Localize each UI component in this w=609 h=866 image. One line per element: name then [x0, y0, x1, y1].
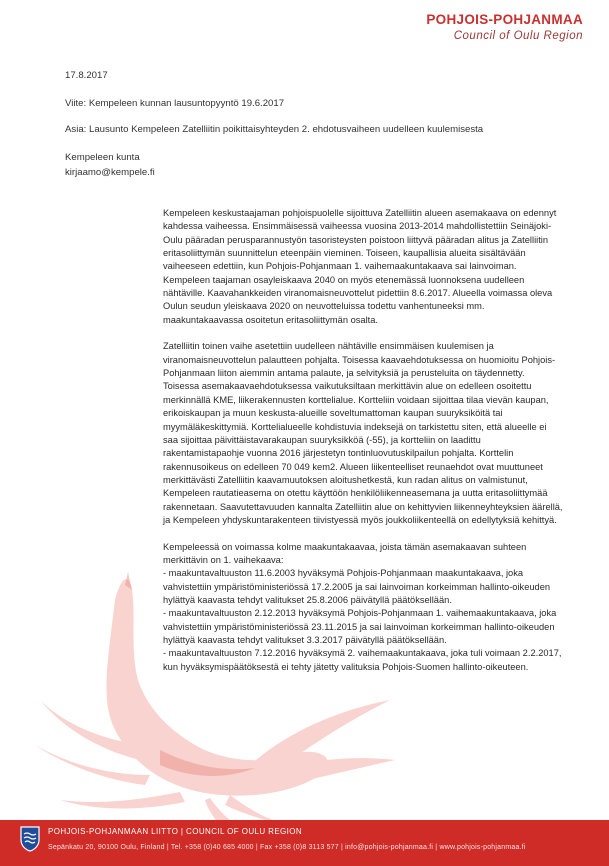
body-paragraph: Zatelliitin toinen vaihe asetettiin uudelleen nähtäville ensimmäisen kuulemisen ja viranomaisneuvottelun palautteen pohjalta. Toisessa kaavaehdotuksessa on huomioitu Pohjois-Pohjanmaan liiton aiemmin antama palaute, ja selvityksiä ja perusteluita on täydennetty. Toisessa asemakaavaehdotuksessa vaikutuksiltaan merkittävin alue on edelleen osoitettu merkinnällä KME, liikerakennusten korttelialue. Kortteliin voidaan sijoittaa tilaa vievän kaupan, erikoiskaupan ja muun keskusta-alueille soveltumattoman kaupan suuryksiköitä tai myymäläkeskittymiä. Korttelialueelle kohdistuvia indeksejä on tarkistettu siten, että alueelle ei saa sijoittaa päivittäistavarakaupan suuryksikköä (-55), ja kortteliin on laadittu rakentamistapaohje vuonna 2016 järjestetyn tontinluovutuskilpailun pohjalta. Korttelin rakennusoikeus on edelleen 70 049 kem2. Alueen liikenteelliset reunaehdot ovat muuttuneet merkittävästi Zatelliitin kaavamuutoksen aloitushetkestä, kun radan alitus on valmistunut, Kempeleen rautatieasema on otettu käyttöön henkilöliikenneasemana ja uutta eritasoliittymää rakennetaan. Saavutettavuuden kannalta Zatelliitin alue on kehittyvien liikenneyhteyksien äärellä, ja Kempeleen yhdyskuntarakenteen tiivistyessä myös joukkoliikenteellä on edellytyksiä kehittyä.	[163, 341, 563, 525]
letter-reference: Viite: Kempeleen kunnan lausuntopyyntö 19.6.2017	[65, 98, 285, 109]
letter-subject: Asia: Lausunto Kempeleen Zatelliitin poikittaisyhteyden 2. ehdotusvaiheen uudelleen kuulemisesta	[65, 124, 484, 135]
body-paragraph: Kempeleessä on voimassa kolme maakuntakaavaa, joista tämän asemakaavan suhteen merkittävin on 1. vaihekaava:	[163, 541, 527, 565]
organization-name: POHJOIS-POHJANMAA	[426, 12, 583, 27]
list-item: - maakuntavaltuuston 2.12.2013 hyväksymä Pohjois-Pohjanmaan 1. vaihemaakuntakaava, joka vahvistettiin ympäristöministeriössä 23.11.2015 ja sai lainvoiman korkeimman hallinto-oikeuden hylättyä kaavasta tehdyt valitukset 3.3.2017 päivätyllä päätöksellään.	[163, 608, 557, 645]
letterhead	[426, 12, 583, 42]
letter-date: 17.8.2017	[65, 70, 108, 81]
list-item: - maakuntavaltuuston 11.6.2003 hyväksymä Pohjois-Pohjanmaan maakuntakaava, joka vahvistettiin ympäristöministeriössä 17.2.2005 ja sai lainvoiman korkeimman hallinto-oikeuden hylättyä kaavasta tehdyt valitukset 25.8.2006 päivätyllä päätöksellään.	[163, 568, 551, 605]
plan-list	[163, 567, 563, 674]
footer-contact: Sepänkatu 20, 90100 Oulu, Finland | Tel. +358 (0)40 685 4000 | Fax +358 (0)8 3113 577 | info@pohjois-pohjanmaa.fi | www.pohjois-pohjanmaa.fi	[48, 844, 526, 851]
list-item: - maakuntavaltuuston 7.12.2016 hyväksymä 2. vaihemaakuntakaava, joka tuli voimaan 2.2.2017, kun hyväksymispäätöksestä ei tehty jätetty valituksia Pohjois-Suomen hallinto-oikeuteen.	[163, 648, 562, 672]
recipient-email: kirjaamo@kempele.fi	[65, 167, 155, 178]
coat-of-arms-icon	[20, 826, 40, 852]
footer-organization: POHJOIS-POHJANMAAN LIITTO | COUNCIL OF OULU REGION	[48, 827, 303, 836]
organization-subtitle: Council of Oulu Region	[453, 30, 583, 42]
footer-bar	[0, 820, 609, 866]
body-paragraph: Kempeleen keskustaajaman pohjoispuolelle sijoittuva Zatelliitin alueen asemakaava on edennyt kahdessa vaiheessa. Ensimmäisessä vaiheessa vuosina 2013-2014 mahdollistettiin Seinäjoki-Oulu pääradan perusparannustyön tasoristeysten poistoon liittyvä pääradan alitus ja Zatelliitin eritasoliittymän suunnittelun eteenpäin vieminen. Toiseen, kaupallisia alueita sisältävään vaiheeseen edettiin, kun Pohjois-Pohjanmaan 1. vaihemaakuntakaava sai lainvoiman. Kempeleen taajaman osayleiskaava 2040 on myös etenemässä luonnoksena uudelleen nähtäville. Kaavahankkeiden viranomaisneuvottelut pidettiin 8.6.2017. Alueella voimassa oleva Oulun seudun yleiskaava 2020 on neuvotteluissa todettu vanhentuneeksi mm. maakuntakaavassa osoitetun eritasoliittymän osalta.	[163, 208, 557, 325]
letter-body	[163, 207, 563, 674]
recipient-name: Kempeleen kunta	[65, 152, 140, 163]
